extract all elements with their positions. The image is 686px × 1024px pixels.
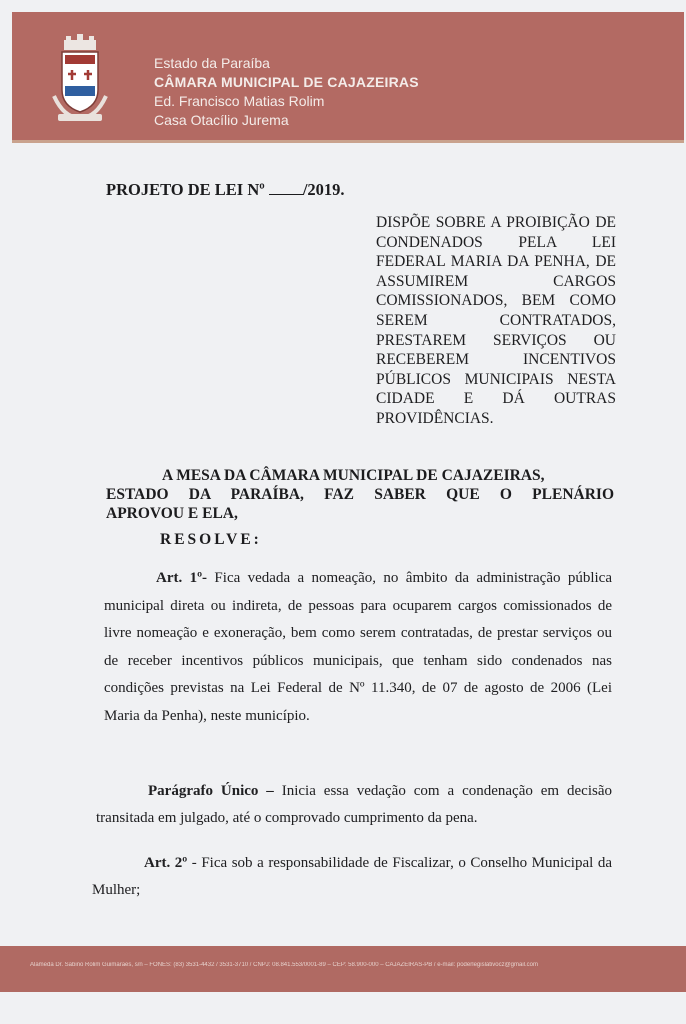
- resolve-heading: RESOLVE:: [160, 531, 262, 548]
- article-2-label: Art. 2º: [144, 855, 188, 871]
- bill-summary: DISPÕE SOBRE A PROIBIÇÃO DE CONDENADOS PELA LEI FEDERAL MARIA DA PENHA, DE ASSUMIREM CARGOS COMISSIONADOS, BEM COMO SEREM CONTRATADOS, PRESTAREM SERVIÇOS OU RECEBEREM INCENTIVOS PÚBLICOS MUNICIPAIS NESTA CIDADE E DÁ OUTRAS PROVIDÊNCIAS.: [376, 214, 616, 427]
- footer-band: [0, 946, 686, 992]
- footer-contact-text: Alameda Dr. Sabino Rolim Guimarães, s/n – FONES: (83) 3531-4432 / 3531-3710 / CNPJ: 08.841.553/0001-89 – CEP: 58.900-000 – CAJAZEIRAS-PB / e-mail: poderlegislativocz@gmail.com: [30, 962, 539, 968]
- state-name: Estado da Paraíba: [154, 55, 270, 71]
- article-2: [92, 850, 612, 904]
- building-name: Ed. Francisco Matias Rolim: [154, 93, 325, 109]
- sole-paragraph-label: Parágrafo Único –: [148, 783, 274, 799]
- chamber-name: CÂMARA MUNICIPAL DE CAJAZEIRAS: [154, 74, 419, 90]
- letterhead-band: [12, 12, 684, 140]
- house-name: Casa Otacílio Jurema: [154, 112, 289, 128]
- sole-paragraph-text: Inicia essa vedação com a condenação em decisão transitada em julgado, até o comprovado cumprimento da pena.: [96, 783, 612, 826]
- article-1-label: Art. 1º-: [156, 570, 208, 586]
- bill-title-prefix: PROJETO DE LEI Nº: [106, 180, 265, 199]
- article-1-text: Fica vedada a nomeação, no âmbito da administração pública municipal direta ou indireta, de pessoas para ocuparem cargos comissionados de livre nomeação e exoneração, bem como serem contratadas, de prestar serviços ou de receber incentivos públicos municipais, que tenham sido condenados nas condições previstas na Lei Federal de Nº 11.340, de 07 de agosto de 2006 (Lei Maria da Penha), neste município.: [104, 570, 613, 724]
- sole-paragraph: [96, 778, 612, 832]
- letterhead-divider: [12, 140, 684, 143]
- enactment-line-1: A MESA DA CÂMARA MUNICIPAL DE CAJAZEIRAS,: [162, 467, 545, 484]
- letterhead-text: [154, 54, 419, 130]
- bill-title-suffix: /2019.: [302, 180, 345, 199]
- enactment-line-3: APROVOU E ELA,: [106, 505, 238, 522]
- bill-number-blank: [269, 181, 303, 195]
- coat-of-arms-icon: [50, 34, 110, 126]
- article-1: [104, 565, 612, 730]
- enactment-clause: [106, 466, 614, 523]
- article-2-text: - Fica sob a responsabilidade de Fiscalizar, o Conselho Municipal da Mulher;: [92, 855, 613, 898]
- bill-title: [106, 180, 345, 200]
- enactment-line-2: ESTADO DA PARAÍBA, FAZ SABER QUE O PLENÁRIO: [106, 486, 614, 503]
